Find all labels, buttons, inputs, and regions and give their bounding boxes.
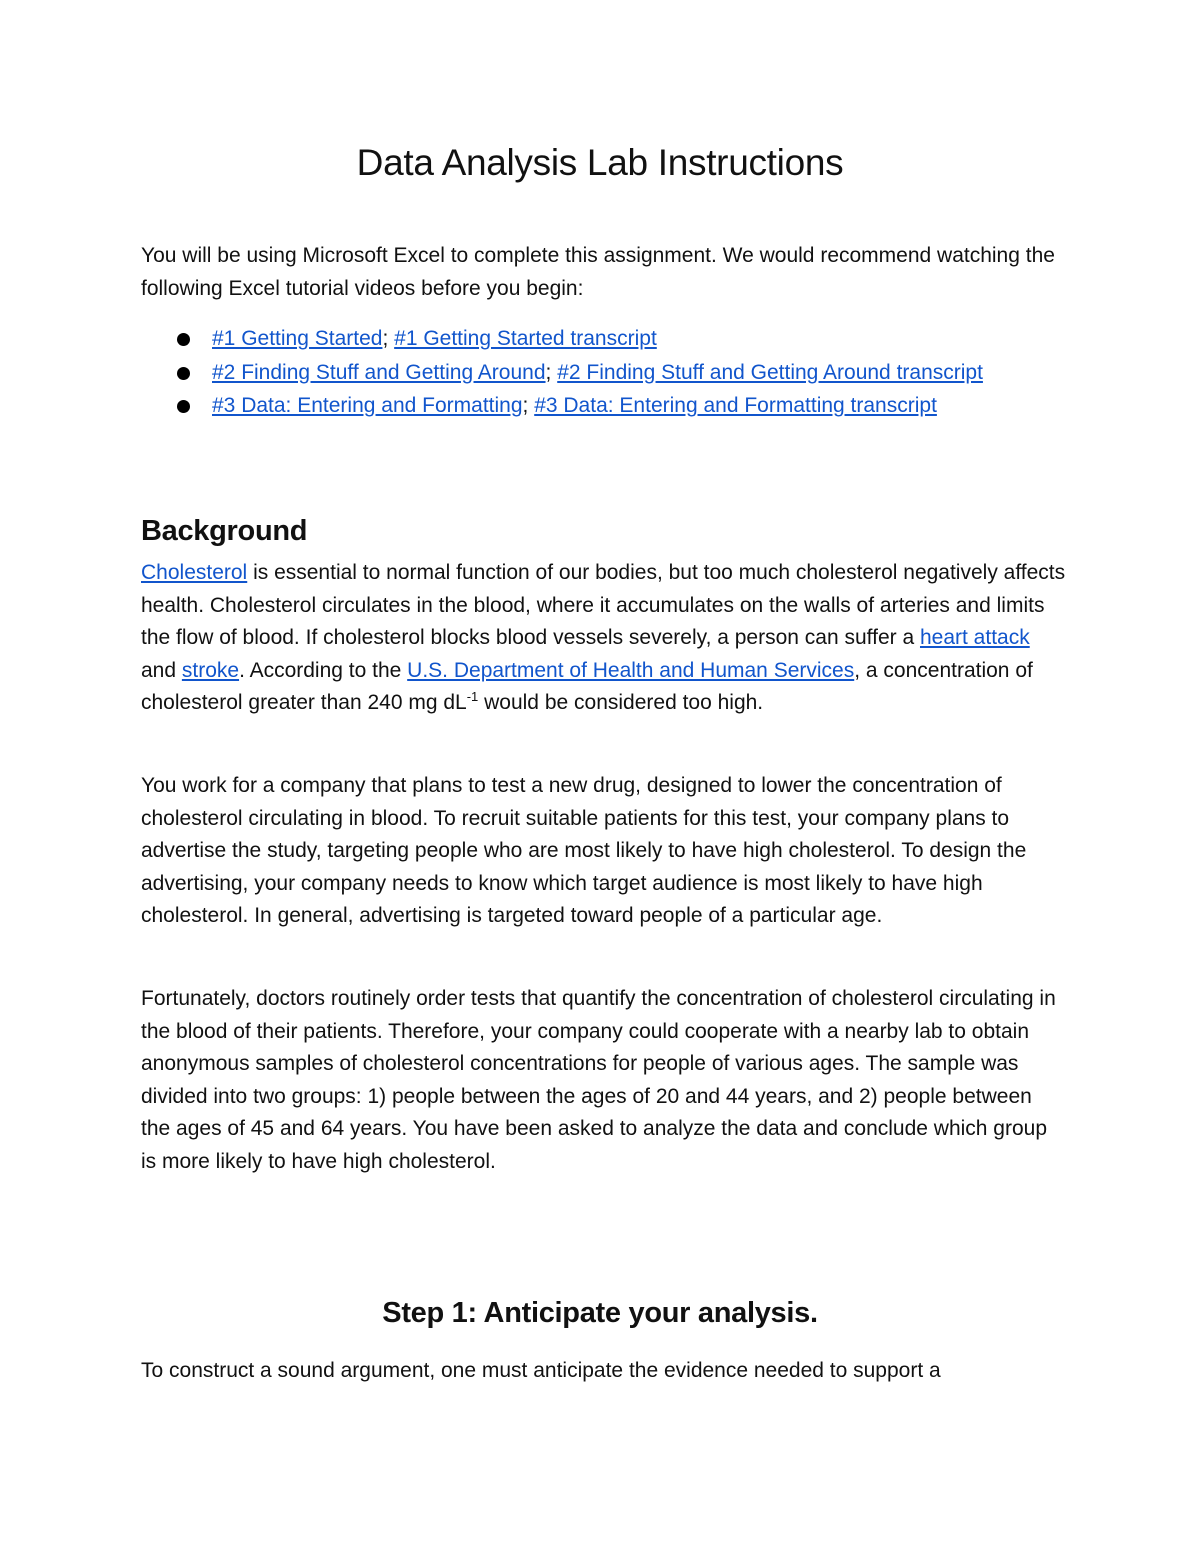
paragraph-text: and [141,658,182,682]
paragraph-text: . According to the [239,658,408,682]
background-heading: Background [141,515,308,547]
heart-attack-link[interactable]: heart attack [919,626,1030,650]
superscript: -1 [466,689,479,705]
bullet-icon [177,333,190,346]
transcript-link-2[interactable]: #2 Finding Stuff and Getting Around transcript [557,360,983,384]
list-item [141,357,1061,390]
background-paragraph-2: You work for a company that plans to test a new drug, designed to lower the concentration of cholesterol circulating in blood. To recruit suitable patients for this test, your company plans to advertise the study, targeting people who are most likely to have high cholesterol. To design the advertising, your company needs to know which target audience is most likely to have high cholesterol. In general, advertising is targeted toward people of a particular age. [141,774,1027,928]
paragraph-text: is essential to normal function of our bodies, but too much cholesterol negatively affects health. Cholesterol circulates in the blood, where it accumulates on the walls of arteries and limits the flow of blood. If cholesterol blocks blood vessels severely, a person can suffer a [141,561,1066,650]
video-link-3[interactable]: #3 Data: Entering and Formatting [212,394,523,418]
step-1-paragraph: To construct a sound argument, one must anticipate the evidence needed to support a [141,1359,941,1382]
bullet-icon [177,400,190,413]
list-item [141,323,1061,356]
intro-paragraph: You will be using Microsoft Excel to complete this assignment. We would recommend watching the following Excel tutorial videos before you begin: [141,244,1055,300]
link-separator: ; [545,360,552,384]
cholesterol-link[interactable]: Cholesterol [141,561,248,584]
list-item [141,390,1061,423]
transcript-link-3[interactable]: #3 Data: Entering and Formatting transcript [534,394,937,418]
bullet-icon [177,367,190,380]
transcript-link-1[interactable]: #1 Getting Started transcript [394,327,657,350]
video-link-2[interactable]: #2 Finding Stuff and Getting Around [212,360,546,384]
video-link-1[interactable]: #1 Getting Started [212,327,383,350]
link-separator: ; [522,394,529,418]
paragraph-text: would be considered too high. [478,691,764,715]
link-separator: ; [382,327,389,350]
tutorial-link-list [141,323,1061,424]
hhs-link[interactable]: U.S. Department of Health and Human Services [407,658,855,682]
background-paragraph-1 [141,557,1066,720]
background-paragraph-3: Fortunately, doctors routinely order tests that quantify the concentration of cholesterol circulating in the blood of their patients. Therefore, your company could cooperate with a nearby lab to obtain anonymous samples of cholesterol concentrations for people of various ages. The sample was divided into two groups: 1) people between the ages of 20 and 44 years, and 2) people between the ages of 45 and 64 years. You have been asked to analyze the data and conclude which group is more likely to have high cholesterol. [141,987,1056,1173]
paragraph-text: , a concentration of cholesterol greater than 240 mg dL [141,658,1033,715]
step-1-heading: Step 1: Anticipate your analysis. [382,1297,818,1329]
stroke-link[interactable]: stroke [181,658,240,682]
document-title: Data Analysis Lab Instructions [356,142,844,183]
